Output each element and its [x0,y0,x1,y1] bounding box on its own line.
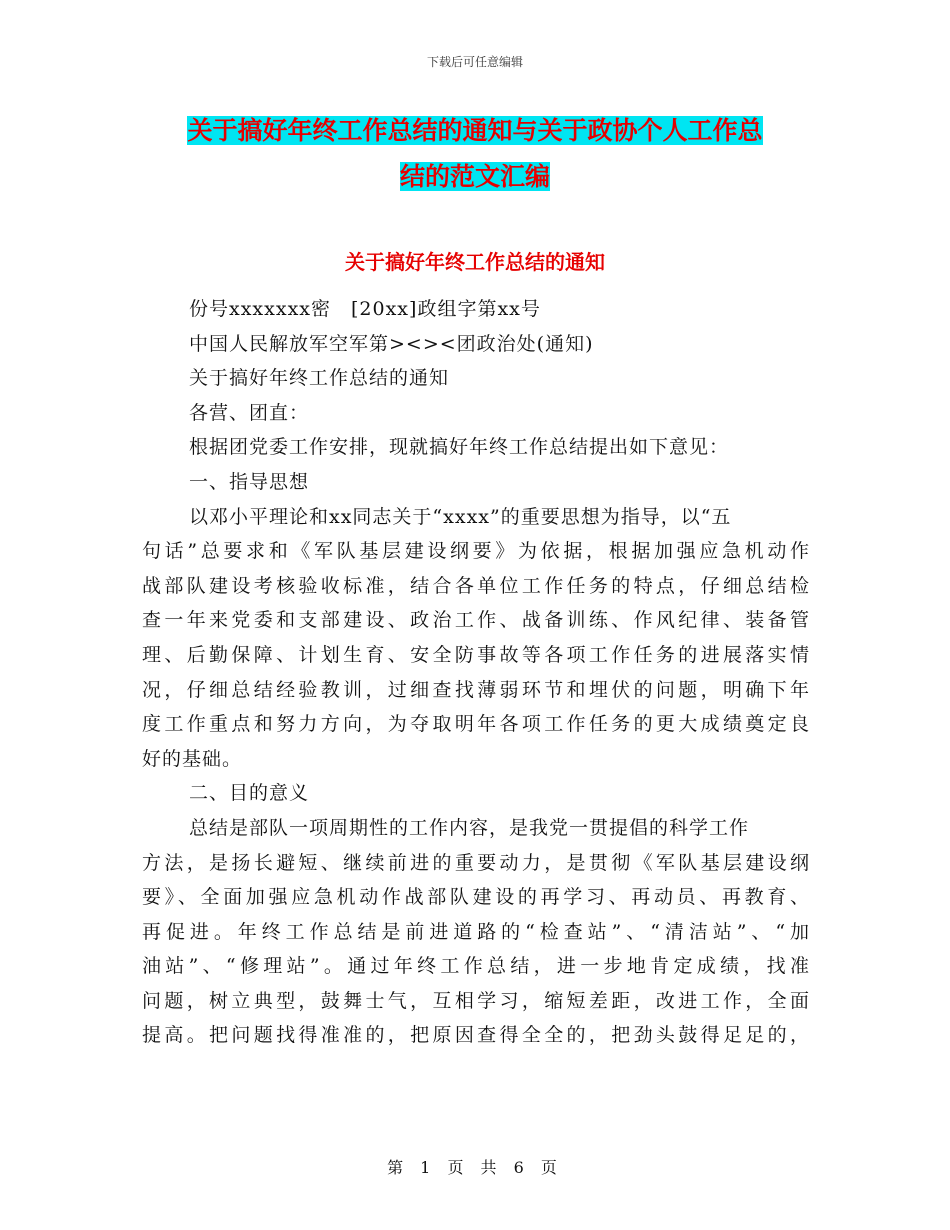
body-line: 中国人民解放军空军第><><团政治处(通知) [189,332,594,355]
document-title-line-2: 结的范文汇编 [399,162,550,191]
body-line: 句话”总要求和《军队基层建设纲要》为依据，根据加强应急机动作 [142,540,810,563]
body-line: 提高。把问题找得准准的，把原因查得全全的，把劲头鼓得足足的， [142,1024,810,1047]
header-note: 下载后可任意编辑 [426,55,523,69]
document-body [142,292,810,1053]
body-line: 油站”、“修理站”。通过年终工作总结，进一步地肯定成绩，找准 [142,955,810,978]
body-line: 理、后勤保障、计划生育、安全防事故等各项工作任务的进展落实情 [142,643,810,666]
body-line: 各营、团直： [189,401,310,424]
body-line: 好的基础。 [142,747,243,770]
body-line: 二、目的意义 [189,782,310,805]
body-line: 方法，是扬长避短、继续前进的重要动力，是贯彻《军队基层建设纲 [142,851,810,874]
body-line: 战部队建设考核验收标准，结合各单位工作任务的特点，仔细总结检 [142,574,810,597]
section-title: 关于搞好年终工作总结的通知 [345,250,605,274]
body-line: 况，仔细总结经验教训，过细查找薄弱环节和埋伏的问题，明确下年 [142,678,810,701]
body-line: 问题，树立典型，鼓舞士气，互相学习，缩短差距，改进工作，全面 [142,989,810,1012]
body-line: 份号xxxxxxx密 [20xx]政组字第xx号 [189,298,541,320]
body-line: 关于搞好年终工作总结的通知 [189,367,450,390]
body-line: 要》、全面加强应急机动作战部队建设的再学习、再动员、再教育、 [142,886,810,909]
document-title [140,108,810,200]
body-line: 再促进。年终工作总结是前进道路的“检查站”、“清洁站”、“加 [142,920,810,943]
body-line: 一、指导思想 [189,470,310,493]
body-line: 查一年来党委和支部建设、政治工作、战备训练、作风纪律、装备管 [142,609,810,632]
page-footer: 第 1 页 共 6 页 [387,1158,563,1177]
body-line: 根据团党委工作安排，现就搞好年终工作总结提出如下意见： [189,436,730,459]
document-title-line-1: 关于搞好年终工作总结的通知与关于政协个人工作总 [187,116,763,145]
body-line: 总结是部队一项周期性的工作内容，是我党一贯提倡的科学工作 [189,816,750,839]
body-line: 度工作重点和努力方向，为夺取明年各项工作任务的更大成绩奠定良 [142,713,810,736]
body-line: 以邓小平理论和xx同志关于“xxxx”的重要思想为指导，以“五 [189,505,732,528]
